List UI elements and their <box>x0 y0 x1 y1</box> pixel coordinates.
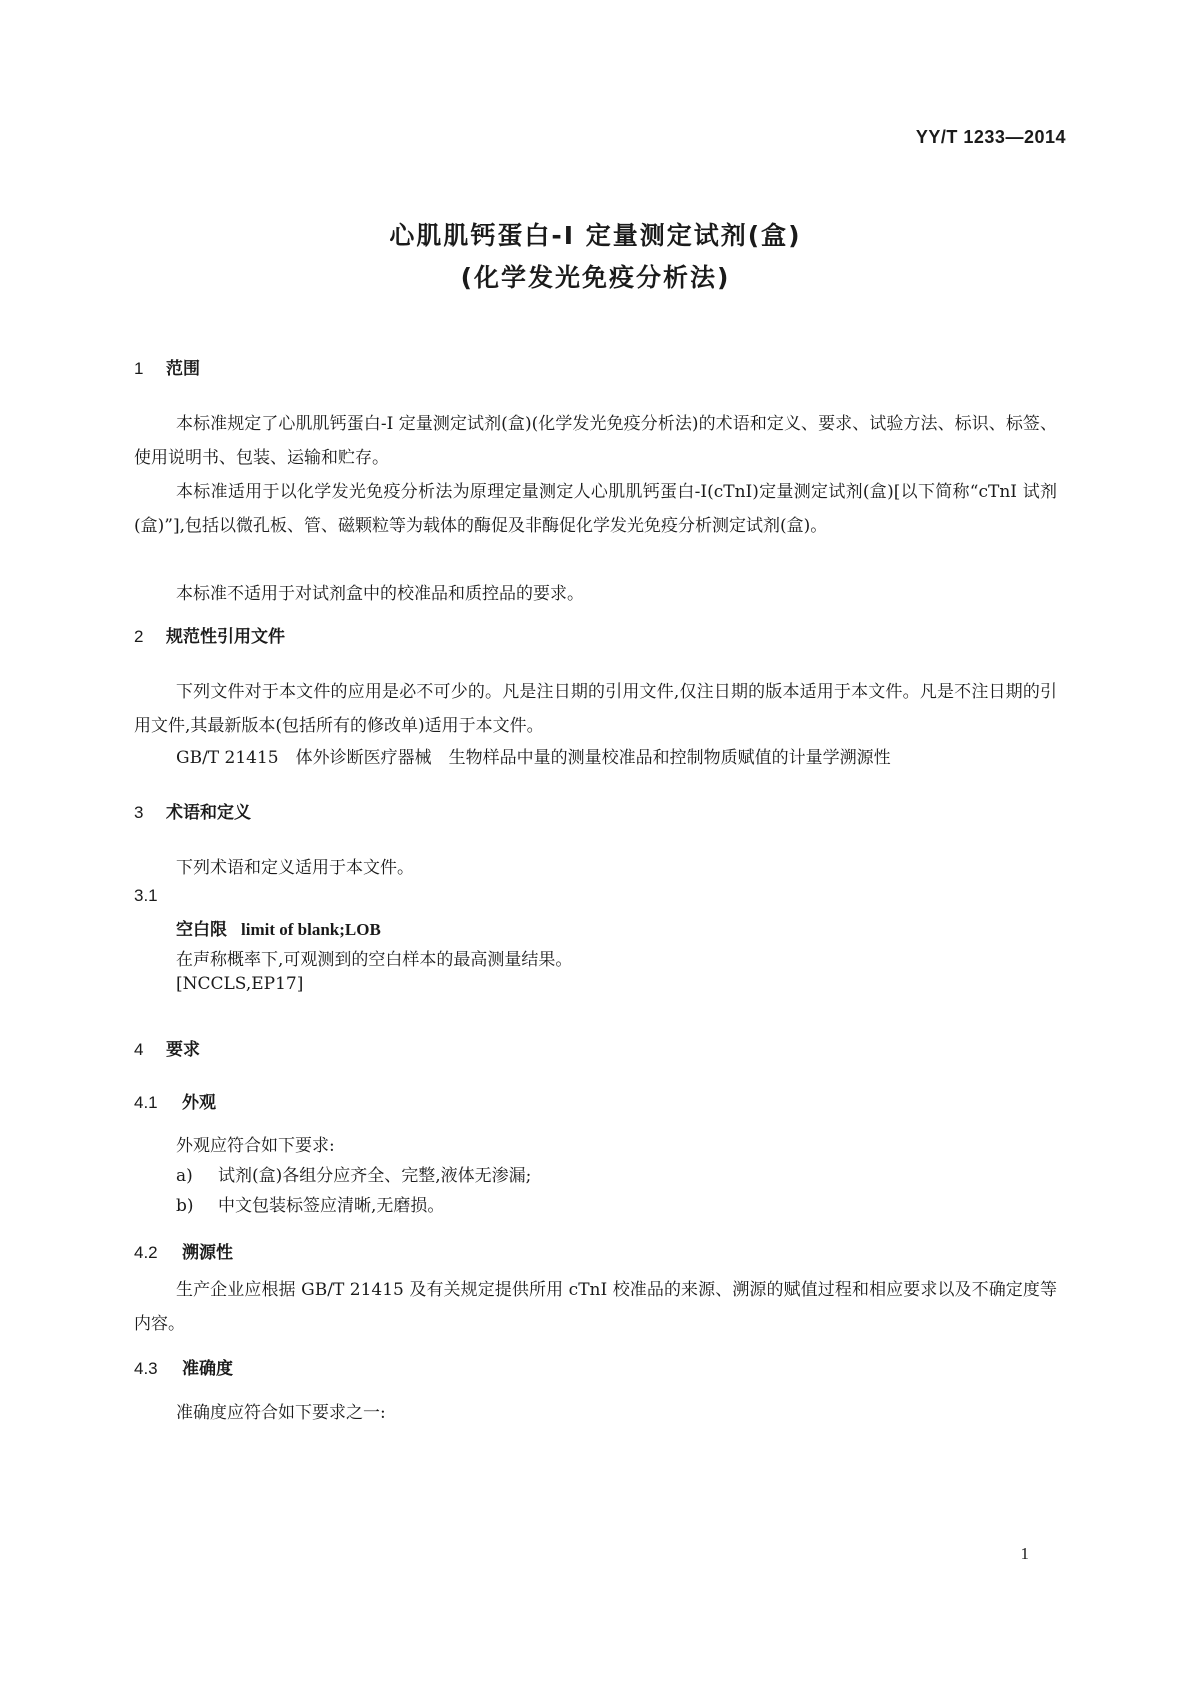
list-item <box>176 1161 531 1186</box>
section-4-2-title: 溯源性 <box>182 1243 233 1263</box>
section-2-paragraph-1: 下列文件对于本文件的应用是必不可少的。凡是注日期的引用文件,仅注日期的版本适用于本文件。凡是不注日期的引用文件,其最新版本(包括所有的修改单)适用于本文件。 <box>134 682 1057 736</box>
document-title-line1: 心肌肌钙蛋白-I 定量测定试剂(盒) <box>389 221 802 250</box>
section-3-heading <box>134 798 251 823</box>
section-4-3-number: 4.3 <box>134 1359 158 1378</box>
section-4-1-title: 外观 <box>182 1093 216 1113</box>
section-4-number: 4 <box>134 1040 144 1059</box>
section-4-2-number: 4.2 <box>134 1243 158 1262</box>
section-4-1-paragraph-1: 外观应符合如下要求: <box>176 1136 335 1156</box>
term-cn: 空白限 <box>176 920 227 940</box>
section-4-3-heading <box>134 1354 233 1379</box>
term-3-1-definition: 在声称概率下,可观测到的空白样本的最高测量结果。 <box>176 950 573 970</box>
section-3-title: 术语和定义 <box>166 803 251 823</box>
term-3-1-source: [NCCLS,EP17] <box>176 974 304 994</box>
section-2-title: 规范性引用文件 <box>166 627 285 647</box>
section-4-heading <box>134 1035 200 1060</box>
list-item-text: 中文包装标签应清晰,无磨损。 <box>218 1196 445 1216</box>
section-1-paragraph-1: 本标准规定了心肌肌钙蛋白-I 定量测定试剂(盒)(化学发光免疫分析法)的术语和定义、要求、试验方法、标识、标签、使用说明书、包装、运输和贮存。 <box>134 414 1057 468</box>
section-4-2-paragraph-1: 生产企业应根据 GB/T 21415 及有关规定提供所用 cTnI 校准品的来源、溯源的赋值过程和相应要求以及不确定度等内容。 <box>134 1280 1057 1334</box>
section-1-paragraph-3: 本标准不适用于对试剂盒中的校准品和质控品的要求。 <box>176 584 584 604</box>
section-4-3-paragraph-1: 准确度应符合如下要求之一: <box>176 1403 386 1423</box>
section-4-3-title: 准确度 <box>182 1359 233 1379</box>
section-1-heading <box>134 354 200 379</box>
page-number: 1 <box>1020 1544 1029 1563</box>
section-1-number: 1 <box>134 359 144 378</box>
normative-reference: GB/T 21415 体外诊断医疗器械 生物样品中量的测量校准品和控制物质赋值的计量学溯源性 <box>176 748 891 768</box>
section-2-heading <box>134 622 285 647</box>
list-item-label: b) <box>176 1196 194 1216</box>
list-item-label: a) <box>176 1166 193 1186</box>
section-4-2-heading <box>134 1238 233 1263</box>
document-title-line2: (化学发光免疫分析法) <box>460 263 731 292</box>
section-4-1-number: 4.1 <box>134 1093 158 1112</box>
term-3-1-number: 3.1 <box>134 886 158 905</box>
section-3-paragraph-1: 下列术语和定义适用于本文件。 <box>176 858 414 878</box>
section-1-title: 范围 <box>166 359 200 379</box>
section-4-title: 要求 <box>166 1040 200 1060</box>
section-3-number: 3 <box>134 803 144 822</box>
section-1-paragraph-2: 本标准适用于以化学发光免疫分析法为原理定量测定人心肌肌钙蛋白-I(cTnI)定量测定试剂(盒)[以下简称“cTnI 试剂(盒)”],包括以微孔板、管、磁颗粒等为载体的酶促及非酶促化学发光免疫分析测定试剂(盒)。 <box>134 482 1057 536</box>
list-item-text: 试剂(盒)各组分应齐全、完整,液体无渗漏; <box>218 1166 532 1186</box>
standard-number: YY/T 1233—2014 <box>915 127 1066 147</box>
term-en: limit of blank;LOB <box>241 920 381 939</box>
term-3-1 <box>176 915 381 940</box>
section-2-number: 2 <box>134 627 144 646</box>
section-4-1-heading <box>134 1088 216 1113</box>
list-item <box>176 1191 444 1216</box>
